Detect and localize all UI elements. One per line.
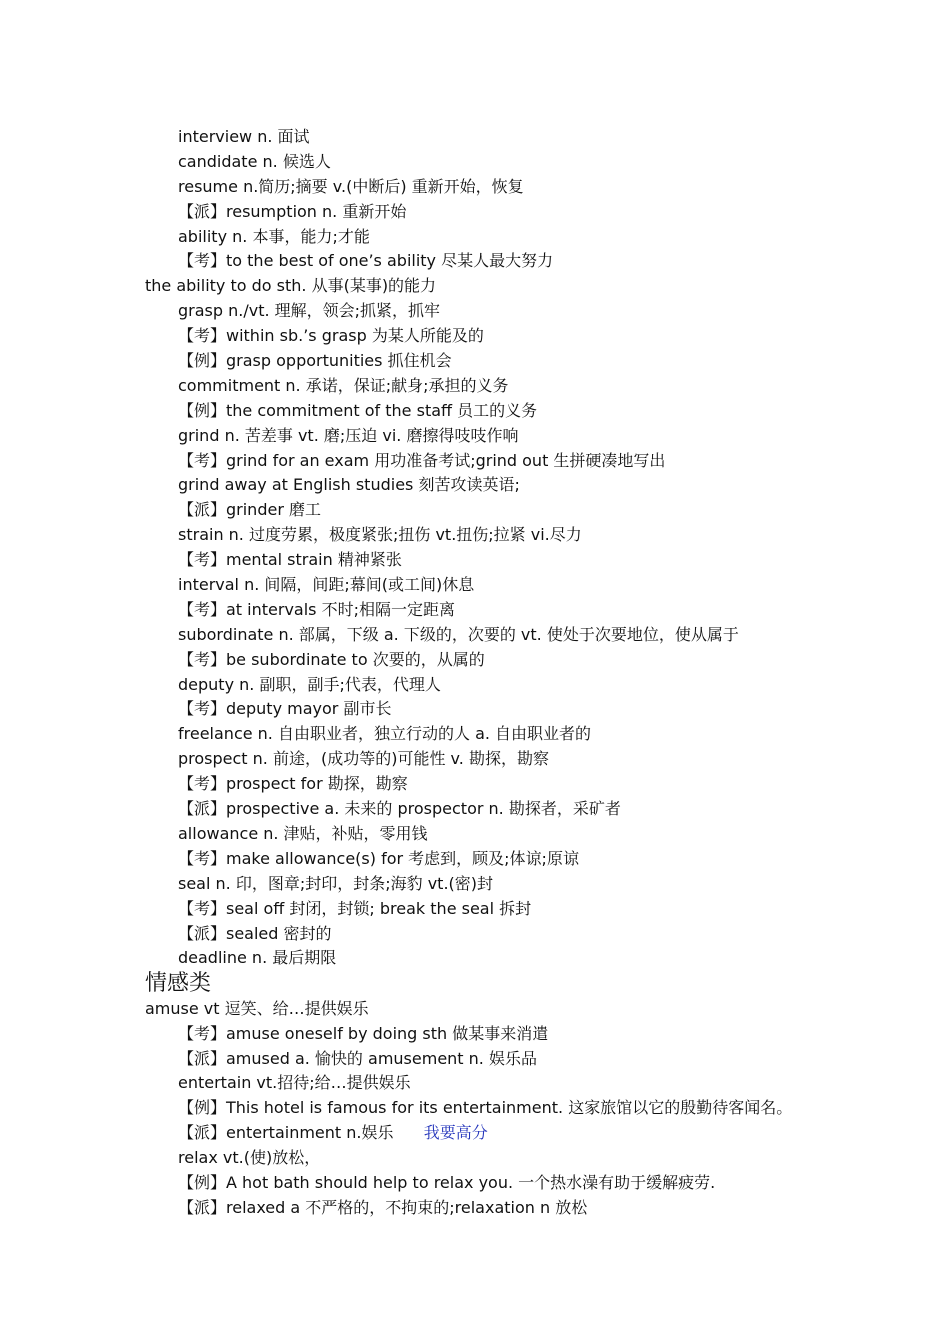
- entry-line: subordinate n. 部属，下级 a. 下级的，次要的 vt. 使处于次要地位，使从属于: [178, 624, 739, 644]
- entry-line: 【考】grind for an exam 用功准备考试;grind out 生拼硬凑地写出: [178, 450, 666, 470]
- entry-line: 【考】deputy mayor 副市长: [178, 699, 392, 719]
- entry-line: 【派】grinder 磨工: [178, 500, 321, 520]
- entry-line-with-link: [0, 1121, 950, 1146]
- entry-line: ability n. 本事，能力;才能: [178, 226, 370, 246]
- entry-line: relax vt.(使)放松，: [178, 1148, 321, 1168]
- entry-line: candidate n. 候选人: [178, 151, 331, 171]
- entry-line: the ability to do sth. 从事(某事)的能力: [145, 276, 437, 296]
- entry-line: grasp n./vt. 理解，领会;抓紧，抓牢: [178, 301, 441, 321]
- entry-line: 【例】A hot bath should help to relax you. 一个热水澡有助于缓解疲劳.: [178, 1173, 716, 1193]
- entry-line: 【例】grasp opportunities 抓住机会: [178, 351, 452, 371]
- entry-line: grind away at English studies 刻苦攻读英语;: [178, 475, 520, 495]
- entry-line: 【派】amused a. 愉快的 amusement n. 娱乐品: [178, 1048, 537, 1068]
- entry-line: deadline n. 最后期限: [178, 948, 337, 968]
- entry-line: 【考】seal off 封闭，封锁; break the seal 拆封: [178, 898, 532, 918]
- entry-line: 【例】This hotel is famous for its entertainment. 这家旅馆以它的殷勤待客闻名。: [178, 1098, 793, 1118]
- entry-line: grind n. 苦差事 vt. 磨;压迫 vi. 磨擦得吱吱作响: [178, 425, 519, 445]
- entry-line: prospect n. 前途，(成功等的)可能性 v. 勘探，勘察: [178, 749, 549, 769]
- entry-line: 【考】within sb.’s grasp 为某人所能及的: [178, 326, 484, 346]
- entry-line: freelance n. 自由职业者，独立行动的人 a. 自由职业者的: [178, 724, 592, 744]
- entry-line: 【派】relaxed a 不严格的，不拘束的;relaxation n 放松: [178, 1197, 588, 1217]
- entry-line: 【派】sealed 密封的: [178, 923, 332, 943]
- entry-line: 【考】be subordinate to 次要的，从属的: [178, 649, 485, 669]
- entry-line: 【考】mental strain 精神紧张: [178, 550, 402, 570]
- section-heading: 情感类: [145, 971, 212, 997]
- entry-line: commitment n. 承诺，保证;献身;承担的义务: [178, 375, 509, 395]
- entry-line: amuse vt 逗笑、给…提供娱乐: [145, 998, 369, 1018]
- entry-line: 【考】amuse oneself by doing sth 做某事来消遣: [178, 1023, 549, 1043]
- entry-line: resume n.简历;摘要 v.(中断后) 重新开始，恢复: [178, 176, 524, 196]
- entry-line: 【考】prospect for 勘探，勘察: [178, 774, 408, 794]
- entry-line: entertain vt.招待;给…提供娱乐: [178, 1073, 411, 1093]
- entry-line: 【派】prospective a. 未来的 prospector n. 勘探者，采矿者: [178, 799, 621, 819]
- entry-line: 【考】at intervals 不时;相隔一定距离: [178, 599, 455, 619]
- entry-line: deputy n. 副职，副手;代表，代理人: [178, 674, 441, 694]
- entry-line: seal n. 印，图章;封印，封条;海豹 vt.(密)封: [178, 873, 494, 893]
- vocabulary-list: [0, 125, 950, 1221]
- entry-line: interview n. 面试: [178, 127, 310, 146]
- entry-line: strain n. 过度劳累，极度紧张;扭伤 vt.扭伤;拉紧 vi.尽力: [178, 525, 582, 545]
- entry-line: 【考】make allowance(s) for 考虑到，顾及;体谅;原谅: [178, 848, 579, 868]
- entry-line: 【例】the commitment of the staff 员工的义务: [178, 400, 538, 420]
- entry-line: interval n. 间隔，间距;幕间(或工间)休息: [178, 575, 475, 595]
- entry-line: allowance n. 津贴，补贴，零用钱: [178, 823, 428, 843]
- high-score-link[interactable]: 我要高分: [423, 1123, 488, 1143]
- entry-line: 【考】to the best of one’s ability 尽某人最大努力: [178, 251, 554, 271]
- entry-text: 【派】entertainment n.娱乐: [178, 1123, 394, 1143]
- entry-line: 【派】resumption n. 重新开始: [178, 201, 407, 221]
